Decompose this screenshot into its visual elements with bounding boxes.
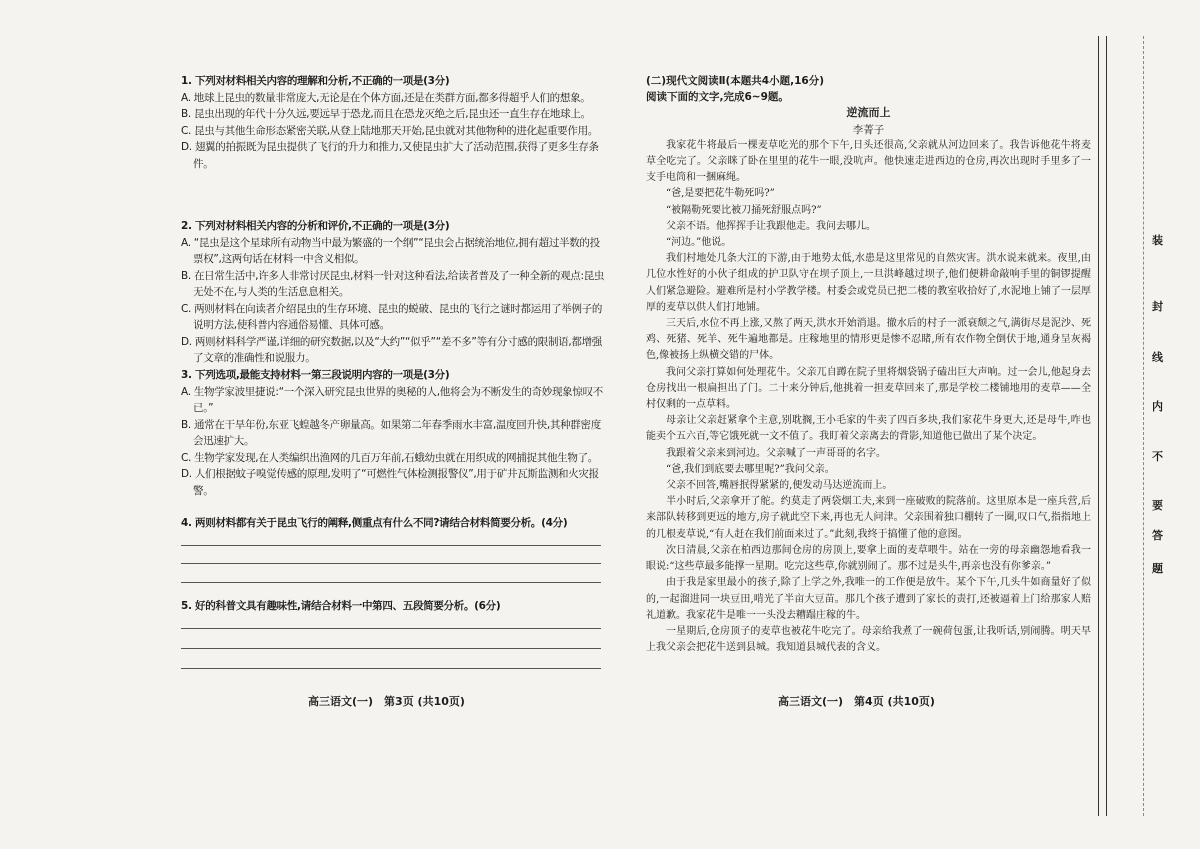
answer-line[interactable] [181,545,601,546]
binding-char: 线 [1152,351,1163,364]
page-footer-right: 高三语文(一) 第4页 (共10页) [778,695,935,708]
answer-line[interactable] [181,668,601,669]
question-1-stem: 1. 下列对材料相关内容的理解和分析,不正确的一项是(3分) [181,75,450,87]
article-paragraph: 次日清晨,父亲在柏西边那间仓房的房顶上,要拿上面的麦草喂牛。站在一旁的母亲幽怨地看我一眼说:“这些草最多能撑一星期。吃完这些草,你就别闹了。那不过是头牛,再亲也没有你爹亲。” [646,544,1091,573]
binding-line [1098,36,1099,816]
question-3-option-c: C. 生物学家发现,在人类编织出渔网的几百万年前,石蛾幼虫就在用织成的网捕捉其他生物了。 [181,451,598,464]
question-1 [181,73,606,172]
page-footer-left: 高三语文(一) 第3页 (共10页) [308,695,465,708]
question-1-option-b: B. 昆虫出现的年代十分久远,要远早于恐龙,而且在恐龙灭绝之后,昆虫还一直生存在地球上。 [181,108,591,120]
answer-line[interactable] [181,648,601,649]
question-3-option-a: A. 生物学家波里捷说:“一个深入研究昆虫世界的奥秘的人,他将会为不断发生的奇妙现象惊叹不已。” [181,385,603,414]
answer-line[interactable] [181,582,601,583]
article-title: 逆流而上 [846,106,891,120]
binding-margin [1098,36,1198,816]
binding-line [1106,36,1107,816]
question-4 [181,515,606,532]
article-paragraph: 一星期后,仓房顶子的麦草也被花牛吃完了。母亲给我煮了一碗荷包蛋,让我听话,别闹腾。明天早上我父亲会把花牛送到县城。我知道县城代表的含义。 [646,625,1091,654]
answer-line[interactable] [181,628,601,629]
question-3 [181,367,606,499]
question-5 [181,598,606,615]
question-3-option-d: D. 人们根据蚊子嗅觉传感的原理,发明了“可燃性气体检测报警仪”,用于矿井瓦斯监测和火灾报警。 [181,468,599,497]
section-heading: (二)现代文阅读Ⅱ(本题共4小题,16分) [646,75,825,87]
article-paragraph: 我问父亲打算如何处理花牛。父亲兀自蹲在院子里将烟袋锅子磕出巨大声响。过一会儿,他起身去仓房找出一根扁担出了门。二十来分钟后,他挑着一担麦草回来了,那是学校二楼铺地用的麦草——全村仅剩的一点草料。 [646,366,1091,411]
article-paragraph: 我跟着父亲来到河边。父亲喊了一声哥哥的名字。 [666,447,886,459]
article-paragraph: “河边。”他说。 [666,237,732,249]
article-paragraph: 由于我是家里最小的孩子,除了上学之外,我唯一的工作便是放牛。某个下午,几头牛如商量好了似的,一起溜进同一块豆田,啃光了半亩大豆苗。那几个孩子遭到了家长的责打,还被逼着上门给那家人赔礼道歉。我家花牛是唯一一头没去糟蹋庄稼的牛。 [646,577,1091,621]
article-paragraph: 父亲不回答,嘴唇抿得紧紧的,便发动马达逆流而上。 [666,480,893,492]
article-paragraph: 我家花牛将最后一棵麦草吃光的那个下午,日头还很高,父亲就从河边回来了。我告诉他花牛将麦草全吃完了。父亲眯了卧在里里的花牛一眼,没吭声。他快速走进西边的仓房,再次出现时手里多了一支手电筒和一捆麻绳。 [646,139,1091,184]
binding-char: 答 [1152,529,1163,542]
question-4-stem: 4. 两则材料都有关于昆虫飞行的阐释,侧重点有什么不同?请结合材料简要分析。(4分) [181,517,568,529]
binding-char: 封 [1152,300,1163,313]
question-2 [181,218,606,367]
binding-char: 要 [1152,499,1163,512]
right-page-content [646,73,1091,656]
question-1-option-d: D. 翅翼的拍振既为昆虫提供了飞行的升力和推力,又使昆虫扩大了活动范围,获得了更多生存条件。 [181,141,599,170]
binding-char: 不 [1152,450,1163,463]
reading-instruction: 阅读下面的文字,完成6~9题。 [646,91,789,104]
article-paragraph: “爸,是要把花牛勒死吗?” [666,188,775,200]
article-paragraph: “被隔勒死要比被刀捅死舒服点吗?” [666,204,822,216]
answer-line[interactable] [181,563,601,564]
article-paragraph: “爸,我们到底要去哪里呢?”我问父亲。 [666,463,835,475]
question-2-option-c: C. 两则材料在向读者介绍昆虫的生存环境、昆虫的蜕破、昆虫的飞行之谜时都运用了举例子的说明方法,使科普内容通俗易懂、具体可感。 [181,302,603,331]
question-3-stem: 3. 下列选项,最能支持材料一第三段说明内容的一项是(3分) [181,369,450,381]
article-author: 李菁子 [852,123,885,136]
seal-dashed-line [1143,36,1144,816]
article-paragraph: 父亲不语。他挥挥手让我跟他走。我问去哪儿。 [666,220,876,232]
article-paragraph: 半小时后,父亲拿开了舵。约莫走了两袋烟工夫,来到一座破败的院落前。这里原本是一座兵营,后来部队转移到更远的地方,房子就此空下来,再也无人问津。父亲围着独口棚转了一圈,叹口气,指指地上的几根麦草说,“有人赶在我们前面来过了。”此刻,我终于搞懂了他的意图。 [646,496,1091,540]
article-paragraph: 母亲让父亲赶紧拿个主意,别耽搁,王小毛家的牛卖了四百多块,我们家花牛身更大,还是母牛,咋也能卖个五六百,等它饿死就一文不值了。我盯着父亲离去的背影,知道他已做出了某个决定。 [646,415,1091,443]
article-paragraph: 三天后,水位不再上涨,又熬了两天,洪水开始消退。撤水后的村子一派衰颓之气,满街尽是泥沙、死鸡、死猪、死羊、死牛遍地都是。庄稼地里的情形更是惨不忍睹,所有农作物全倒伏于地,通身呈灰褐色,像被扬上纵横交错的尸体。 [646,318,1091,362]
article-paragraph: 我们村地处几条大江的下游,由于地势太低,水患是这里常见的自然灾害。洪水说来就来。夜里,由几位水性好的小伙子组成的护卫队守在坝子顶上,一旦洪峰越过坝子,他们便耕命敲响手里的铜锣提醒人们紧急避险。避难所是村小学教学楼。村委会或党员已把二楼的教室收拾好了,水泥地上铺了一层厚厚的麦草以供人们打地铺。 [646,253,1091,313]
question-1-option-a: A. 地球上昆虫的数量非常庞大,无论是在个体方面,还是在类群方面,都多得超乎人们的想象。 [181,91,591,104]
question-1-option-c: C. 昆虫与其他生命形态紧密关联,从登上陆地那天开始,昆虫就对其他物种的进化起重要作用。 [181,124,598,137]
question-5-stem: 5. 好的科普文具有趣味性,请结合材料一中第四、五段简要分析。(6分) [181,600,501,612]
binding-char: 内 [1152,400,1163,413]
binding-char: 题 [1152,562,1163,575]
question-2-stem: 2. 下列对材料相关内容的分析和评价,不正确的一项是(3分) [181,220,450,232]
binding-char: 装 [1152,234,1163,247]
question-3-option-b: B. 通常在干旱年份,东亚飞蝗越冬产卵量高。如果第二年春季雨水丰富,温度回升快,其种群密度会迅速扩大。 [181,418,601,447]
question-2-option-b: B. 在日常生活中,许多人非常讨厌昆虫,材料一针对这种看法,给读者普及了一种全新的观点:昆虫无处不在,与人类的生活息息相关。 [181,269,605,298]
question-2-option-a: A. “昆虫是这个星球所有动物当中最为繁盛的一个纲”“昆虫会占据统治地位,拥有超过半数的投票权”,这两句话在材料一中含义相似。 [181,236,600,265]
question-2-option-d: D. 两则材料科学严谨,详细的研究数据,以及“大约”“似乎”“差不多”等有分寸感的限制语,都增强了文章的准确性和说服力。 [181,335,603,364]
